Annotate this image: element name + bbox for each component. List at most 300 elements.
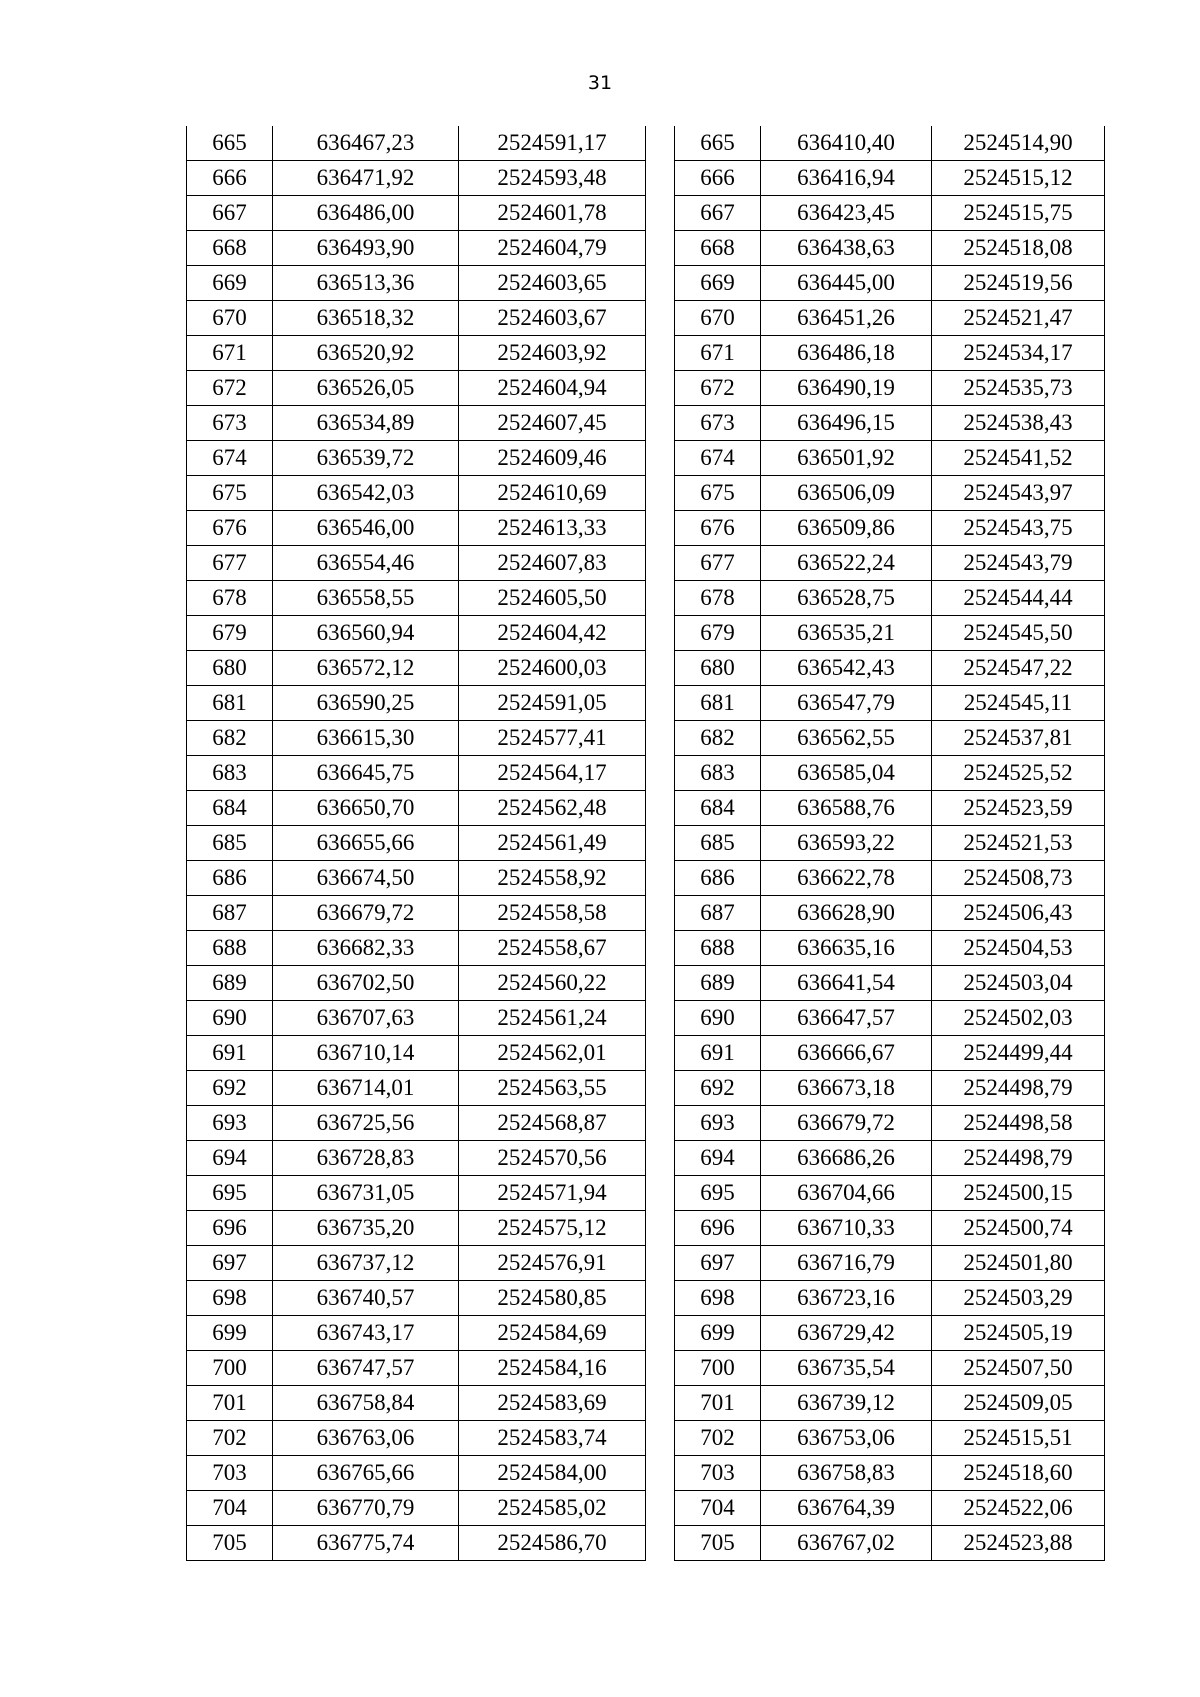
point-number-cell: 703 <box>675 1456 761 1491</box>
point-number-cell: 683 <box>675 756 761 791</box>
x-coordinate-cell: 636520,92 <box>273 336 459 371</box>
x-coordinate-cell: 636758,84 <box>273 1386 459 1421</box>
y-coordinate-cell: 2524570,56 <box>459 1141 646 1176</box>
point-number-cell: 698 <box>675 1281 761 1316</box>
y-coordinate-cell: 2524584,69 <box>459 1316 646 1351</box>
y-coordinate-cell: 2524514,90 <box>932 126 1105 161</box>
y-coordinate-cell: 2524545,50 <box>932 616 1105 651</box>
x-coordinate-cell: 636725,56 <box>273 1106 459 1141</box>
table-body <box>675 126 1105 1561</box>
y-coordinate-cell: 2524544,44 <box>932 581 1105 616</box>
x-coordinate-cell: 636714,01 <box>273 1071 459 1106</box>
y-coordinate-cell: 2524558,67 <box>459 931 646 966</box>
point-number-cell: 684 <box>187 791 273 826</box>
point-number-cell: 687 <box>675 896 761 931</box>
y-coordinate-cell: 2524584,16 <box>459 1351 646 1386</box>
x-coordinate-cell: 636547,79 <box>761 686 932 721</box>
table-row <box>675 1036 1105 1071</box>
table-row <box>675 1141 1105 1176</box>
table-row <box>187 1491 646 1526</box>
point-number-cell: 704 <box>675 1491 761 1526</box>
x-coordinate-cell: 636493,90 <box>273 231 459 266</box>
x-coordinate-cell: 636588,76 <box>761 791 932 826</box>
x-coordinate-cell: 636522,24 <box>761 546 932 581</box>
point-number-cell: 701 <box>675 1386 761 1421</box>
table-row <box>675 616 1105 651</box>
table-row <box>187 511 646 546</box>
table-row <box>675 826 1105 861</box>
table-row <box>187 1316 646 1351</box>
point-number-cell: 667 <box>675 196 761 231</box>
point-number-cell: 672 <box>675 371 761 406</box>
y-coordinate-cell: 2524583,69 <box>459 1386 646 1421</box>
table-row <box>675 896 1105 931</box>
point-number-cell: 689 <box>675 966 761 1001</box>
point-number-cell: 676 <box>187 511 273 546</box>
x-coordinate-cell: 636513,36 <box>273 266 459 301</box>
coordinates-table-right <box>674 126 1105 1561</box>
table-row <box>187 791 646 826</box>
x-coordinate-cell: 636735,20 <box>273 1211 459 1246</box>
table-row <box>187 1526 646 1561</box>
point-number-cell: 678 <box>187 581 273 616</box>
point-number-cell: 680 <box>675 651 761 686</box>
y-coordinate-cell: 2524535,73 <box>932 371 1105 406</box>
x-coordinate-cell: 636775,74 <box>273 1526 459 1561</box>
y-coordinate-cell: 2524575,12 <box>459 1211 646 1246</box>
x-coordinate-cell: 636509,86 <box>761 511 932 546</box>
y-coordinate-cell: 2524591,17 <box>459 126 646 161</box>
table-row <box>187 1456 646 1491</box>
x-coordinate-cell: 636723,16 <box>761 1281 932 1316</box>
table-row <box>675 301 1105 336</box>
y-coordinate-cell: 2524577,41 <box>459 721 646 756</box>
table-row <box>675 1526 1105 1561</box>
y-coordinate-cell: 2524568,87 <box>459 1106 646 1141</box>
y-coordinate-cell: 2524607,45 <box>459 406 646 441</box>
x-coordinate-cell: 636739,12 <box>761 1386 932 1421</box>
table-row <box>675 1001 1105 1036</box>
point-number-cell: 667 <box>187 196 273 231</box>
table-row <box>187 266 646 301</box>
table-row <box>187 861 646 896</box>
table-row <box>187 616 646 651</box>
x-coordinate-cell: 636628,90 <box>761 896 932 931</box>
x-coordinate-cell: 636641,54 <box>761 966 932 1001</box>
y-coordinate-cell: 2524562,48 <box>459 791 646 826</box>
table-row <box>187 546 646 581</box>
point-number-cell: 686 <box>675 861 761 896</box>
point-number-cell: 693 <box>675 1106 761 1141</box>
y-coordinate-cell: 2524498,58 <box>932 1106 1105 1141</box>
y-coordinate-cell: 2524558,92 <box>459 861 646 896</box>
point-number-cell: 682 <box>675 721 761 756</box>
y-coordinate-cell: 2524613,33 <box>459 511 646 546</box>
x-coordinate-cell: 636767,02 <box>761 1526 932 1561</box>
table-row <box>187 581 646 616</box>
y-coordinate-cell: 2524593,48 <box>459 161 646 196</box>
point-number-cell: 704 <box>187 1491 273 1526</box>
y-coordinate-cell: 2524571,94 <box>459 1176 646 1211</box>
table-row <box>187 126 646 161</box>
point-number-cell: 668 <box>187 231 273 266</box>
point-number-cell: 692 <box>675 1071 761 1106</box>
point-number-cell: 690 <box>187 1001 273 1036</box>
x-coordinate-cell: 636506,09 <box>761 476 932 511</box>
y-coordinate-cell: 2524522,06 <box>932 1491 1105 1526</box>
y-coordinate-cell: 2524586,70 <box>459 1526 646 1561</box>
point-number-cell: 692 <box>187 1071 273 1106</box>
table-row <box>675 231 1105 266</box>
table-row <box>675 476 1105 511</box>
x-coordinate-cell: 636635,16 <box>761 931 932 966</box>
point-number-cell: 683 <box>187 756 273 791</box>
table-row <box>675 1246 1105 1281</box>
table-row <box>675 441 1105 476</box>
x-coordinate-cell: 636650,70 <box>273 791 459 826</box>
point-number-cell: 672 <box>187 371 273 406</box>
y-coordinate-cell: 2524506,43 <box>932 896 1105 931</box>
table-row <box>187 966 646 1001</box>
point-number-cell: 697 <box>675 1246 761 1281</box>
x-coordinate-cell: 636471,92 <box>273 161 459 196</box>
x-coordinate-cell: 636518,32 <box>273 301 459 336</box>
point-number-cell: 677 <box>187 546 273 581</box>
point-number-cell: 697 <box>187 1246 273 1281</box>
y-coordinate-cell: 2524525,52 <box>932 756 1105 791</box>
table-row <box>187 756 646 791</box>
y-coordinate-cell: 2524498,79 <box>932 1071 1105 1106</box>
y-coordinate-cell: 2524543,79 <box>932 546 1105 581</box>
y-coordinate-cell: 2524564,17 <box>459 756 646 791</box>
x-coordinate-cell: 636673,18 <box>761 1071 932 1106</box>
table-row <box>187 721 646 756</box>
x-coordinate-cell: 636496,15 <box>761 406 932 441</box>
y-coordinate-cell: 2524518,08 <box>932 231 1105 266</box>
y-coordinate-cell: 2524505,19 <box>932 1316 1105 1351</box>
y-coordinate-cell: 2524605,50 <box>459 581 646 616</box>
x-coordinate-cell: 636731,05 <box>273 1176 459 1211</box>
x-coordinate-cell: 636486,18 <box>761 336 932 371</box>
x-coordinate-cell: 636710,33 <box>761 1211 932 1246</box>
point-number-cell: 694 <box>675 1141 761 1176</box>
x-coordinate-cell: 636572,12 <box>273 651 459 686</box>
x-coordinate-cell: 636585,04 <box>761 756 932 791</box>
x-coordinate-cell: 636410,40 <box>761 126 932 161</box>
y-coordinate-cell: 2524607,83 <box>459 546 646 581</box>
table-row <box>187 1001 646 1036</box>
y-coordinate-cell: 2524538,43 <box>932 406 1105 441</box>
table-row <box>187 476 646 511</box>
table-row <box>675 546 1105 581</box>
point-number-cell: 673 <box>187 406 273 441</box>
y-coordinate-cell: 2524603,92 <box>459 336 646 371</box>
x-coordinate-cell: 636501,92 <box>761 441 932 476</box>
table-row <box>187 651 646 686</box>
point-number-cell: 679 <box>675 616 761 651</box>
x-coordinate-cell: 636737,12 <box>273 1246 459 1281</box>
table-row <box>675 1421 1105 1456</box>
y-coordinate-cell: 2524500,74 <box>932 1211 1105 1246</box>
y-coordinate-cell: 2524509,05 <box>932 1386 1105 1421</box>
x-coordinate-cell: 636747,57 <box>273 1351 459 1386</box>
x-coordinate-cell: 636765,66 <box>273 1456 459 1491</box>
point-number-cell: 676 <box>675 511 761 546</box>
y-coordinate-cell: 2524543,75 <box>932 511 1105 546</box>
point-number-cell: 673 <box>675 406 761 441</box>
x-coordinate-cell: 636764,39 <box>761 1491 932 1526</box>
y-coordinate-cell: 2524521,53 <box>932 826 1105 861</box>
table-row <box>187 196 646 231</box>
y-coordinate-cell: 2524507,50 <box>932 1351 1105 1386</box>
y-coordinate-cell: 2524604,42 <box>459 616 646 651</box>
point-number-cell: 666 <box>675 161 761 196</box>
y-coordinate-cell: 2524541,52 <box>932 441 1105 476</box>
point-number-cell: 691 <box>187 1036 273 1071</box>
x-coordinate-cell: 636467,23 <box>273 126 459 161</box>
table-row <box>187 231 646 266</box>
table-row <box>675 511 1105 546</box>
x-coordinate-cell: 636753,06 <box>761 1421 932 1456</box>
point-number-cell: 681 <box>187 686 273 721</box>
x-coordinate-cell: 636710,14 <box>273 1036 459 1071</box>
table-row <box>675 1316 1105 1351</box>
point-number-cell: 675 <box>187 476 273 511</box>
x-coordinate-cell: 636674,50 <box>273 861 459 896</box>
point-number-cell: 675 <box>675 476 761 511</box>
y-coordinate-cell: 2524534,17 <box>932 336 1105 371</box>
point-number-cell: 669 <box>675 266 761 301</box>
coordinates-table-left <box>186 126 646 1561</box>
x-coordinate-cell: 636558,55 <box>273 581 459 616</box>
table-row <box>187 1386 646 1421</box>
table-row <box>187 301 646 336</box>
y-coordinate-cell: 2524518,60 <box>932 1456 1105 1491</box>
y-coordinate-cell: 2524563,55 <box>459 1071 646 1106</box>
point-number-cell: 668 <box>675 231 761 266</box>
x-coordinate-cell: 636528,75 <box>761 581 932 616</box>
x-coordinate-cell: 636647,57 <box>761 1001 932 1036</box>
table-row <box>187 1176 646 1211</box>
x-coordinate-cell: 636562,55 <box>761 721 932 756</box>
point-number-cell: 699 <box>187 1316 273 1351</box>
x-coordinate-cell: 636560,94 <box>273 616 459 651</box>
y-coordinate-cell: 2524521,47 <box>932 301 1105 336</box>
table-row <box>675 651 1105 686</box>
x-coordinate-cell: 636490,19 <box>761 371 932 406</box>
y-coordinate-cell: 2524610,69 <box>459 476 646 511</box>
y-coordinate-cell: 2524562,01 <box>459 1036 646 1071</box>
x-coordinate-cell: 636445,00 <box>761 266 932 301</box>
x-coordinate-cell: 636615,30 <box>273 721 459 756</box>
point-number-cell: 685 <box>187 826 273 861</box>
x-coordinate-cell: 636679,72 <box>273 896 459 931</box>
table-row <box>187 441 646 476</box>
point-number-cell: 699 <box>675 1316 761 1351</box>
point-number-cell: 691 <box>675 1036 761 1071</box>
table-row <box>675 266 1105 301</box>
table-row <box>675 1281 1105 1316</box>
x-coordinate-cell: 636546,00 <box>273 511 459 546</box>
y-coordinate-cell: 2524501,80 <box>932 1246 1105 1281</box>
table-row <box>187 1106 646 1141</box>
point-number-cell: 705 <box>187 1526 273 1561</box>
y-coordinate-cell: 2524502,03 <box>932 1001 1105 1036</box>
y-coordinate-cell: 2524547,22 <box>932 651 1105 686</box>
table-row <box>187 826 646 861</box>
point-number-cell: 674 <box>187 441 273 476</box>
point-number-cell: 677 <box>675 546 761 581</box>
table-row <box>675 1456 1105 1491</box>
x-coordinate-cell: 636526,05 <box>273 371 459 406</box>
y-coordinate-cell: 2524561,49 <box>459 826 646 861</box>
page-number: 31 <box>587 72 613 94</box>
table-row <box>675 686 1105 721</box>
point-number-cell: 703 <box>187 1456 273 1491</box>
x-coordinate-cell: 636554,46 <box>273 546 459 581</box>
point-number-cell: 705 <box>675 1526 761 1561</box>
table-row <box>675 406 1105 441</box>
table-row <box>187 1281 646 1316</box>
y-coordinate-cell: 2524504,53 <box>932 931 1105 966</box>
table-row <box>187 161 646 196</box>
y-coordinate-cell: 2524601,78 <box>459 196 646 231</box>
point-number-cell: 695 <box>675 1176 761 1211</box>
table-row <box>675 861 1105 896</box>
x-coordinate-cell: 636770,79 <box>273 1491 459 1526</box>
table-row <box>675 336 1105 371</box>
table-row <box>675 1491 1105 1526</box>
y-coordinate-cell: 2524515,75 <box>932 196 1105 231</box>
x-coordinate-cell: 636735,54 <box>761 1351 932 1386</box>
table-row <box>187 1351 646 1386</box>
table-row <box>675 1176 1105 1211</box>
x-coordinate-cell: 636423,45 <box>761 196 932 231</box>
y-coordinate-cell: 2524558,58 <box>459 896 646 931</box>
point-number-cell: 686 <box>187 861 273 896</box>
x-coordinate-cell: 636590,25 <box>273 686 459 721</box>
table-row <box>675 931 1105 966</box>
point-number-cell: 689 <box>187 966 273 1001</box>
point-number-cell: 674 <box>675 441 761 476</box>
y-coordinate-cell: 2524543,97 <box>932 476 1105 511</box>
y-coordinate-cell: 2524604,79 <box>459 231 646 266</box>
point-number-cell: 670 <box>187 301 273 336</box>
x-coordinate-cell: 636716,79 <box>761 1246 932 1281</box>
y-coordinate-cell: 2524591,05 <box>459 686 646 721</box>
y-coordinate-cell: 2524576,91 <box>459 1246 646 1281</box>
point-number-cell: 671 <box>675 336 761 371</box>
x-coordinate-cell: 636729,42 <box>761 1316 932 1351</box>
table-row <box>187 1421 646 1456</box>
y-coordinate-cell: 2524503,04 <box>932 966 1105 1001</box>
table-row <box>675 581 1105 616</box>
table-row <box>675 1211 1105 1246</box>
table-row <box>675 966 1105 1001</box>
y-coordinate-cell: 2524523,88 <box>932 1526 1105 1561</box>
point-number-cell: 682 <box>187 721 273 756</box>
point-number-cell: 669 <box>187 266 273 301</box>
point-number-cell: 701 <box>187 1386 273 1421</box>
table-row <box>187 371 646 406</box>
x-coordinate-cell: 636679,72 <box>761 1106 932 1141</box>
y-coordinate-cell: 2524498,79 <box>932 1141 1105 1176</box>
x-coordinate-cell: 636707,63 <box>273 1001 459 1036</box>
table-row <box>675 196 1105 231</box>
point-number-cell: 696 <box>187 1211 273 1246</box>
y-coordinate-cell: 2524523,59 <box>932 791 1105 826</box>
point-number-cell: 698 <box>187 1281 273 1316</box>
x-coordinate-cell: 636542,43 <box>761 651 932 686</box>
y-coordinate-cell: 2524600,03 <box>459 651 646 686</box>
y-coordinate-cell: 2524515,12 <box>932 161 1105 196</box>
table-row <box>187 1071 646 1106</box>
y-coordinate-cell: 2524585,02 <box>459 1491 646 1526</box>
table-row <box>675 1106 1105 1141</box>
table-row <box>187 686 646 721</box>
table-row <box>187 406 646 441</box>
table-row <box>675 791 1105 826</box>
y-coordinate-cell: 2524603,67 <box>459 301 646 336</box>
x-coordinate-cell: 636438,63 <box>761 231 932 266</box>
point-number-cell: 688 <box>187 931 273 966</box>
y-coordinate-cell: 2524583,74 <box>459 1421 646 1456</box>
point-number-cell: 693 <box>187 1106 273 1141</box>
x-coordinate-cell: 636686,26 <box>761 1141 932 1176</box>
point-number-cell: 679 <box>187 616 273 651</box>
x-coordinate-cell: 636539,72 <box>273 441 459 476</box>
point-number-cell: 695 <box>187 1176 273 1211</box>
x-coordinate-cell: 636622,78 <box>761 861 932 896</box>
y-coordinate-cell: 2524545,11 <box>932 686 1105 721</box>
y-coordinate-cell: 2524499,44 <box>932 1036 1105 1071</box>
y-coordinate-cell: 2524609,46 <box>459 441 646 476</box>
y-coordinate-cell: 2524537,81 <box>932 721 1105 756</box>
y-coordinate-cell: 2524580,85 <box>459 1281 646 1316</box>
point-number-cell: 665 <box>187 126 273 161</box>
point-number-cell: 694 <box>187 1141 273 1176</box>
y-coordinate-cell: 2524603,65 <box>459 266 646 301</box>
point-number-cell: 688 <box>675 931 761 966</box>
table-row <box>187 1211 646 1246</box>
y-coordinate-cell: 2524604,94 <box>459 371 646 406</box>
point-number-cell: 690 <box>675 1001 761 1036</box>
point-number-cell: 696 <box>675 1211 761 1246</box>
point-number-cell: 687 <box>187 896 273 931</box>
x-coordinate-cell: 636416,94 <box>761 161 932 196</box>
point-number-cell: 678 <box>675 581 761 616</box>
x-coordinate-cell: 636645,75 <box>273 756 459 791</box>
x-coordinate-cell: 636593,22 <box>761 826 932 861</box>
table-row <box>187 931 646 966</box>
x-coordinate-cell: 636704,66 <box>761 1176 932 1211</box>
point-number-cell: 666 <box>187 161 273 196</box>
table-row <box>675 371 1105 406</box>
table-row <box>675 1351 1105 1386</box>
x-coordinate-cell: 636728,83 <box>273 1141 459 1176</box>
x-coordinate-cell: 636486,00 <box>273 196 459 231</box>
table-body <box>187 126 646 1561</box>
table-row <box>187 896 646 931</box>
point-number-cell: 670 <box>675 301 761 336</box>
point-number-cell: 680 <box>187 651 273 686</box>
y-coordinate-cell: 2524519,56 <box>932 266 1105 301</box>
point-number-cell: 671 <box>187 336 273 371</box>
x-coordinate-cell: 636535,21 <box>761 616 932 651</box>
y-coordinate-cell: 2524500,15 <box>932 1176 1105 1211</box>
table-row <box>675 721 1105 756</box>
point-number-cell: 665 <box>675 126 761 161</box>
